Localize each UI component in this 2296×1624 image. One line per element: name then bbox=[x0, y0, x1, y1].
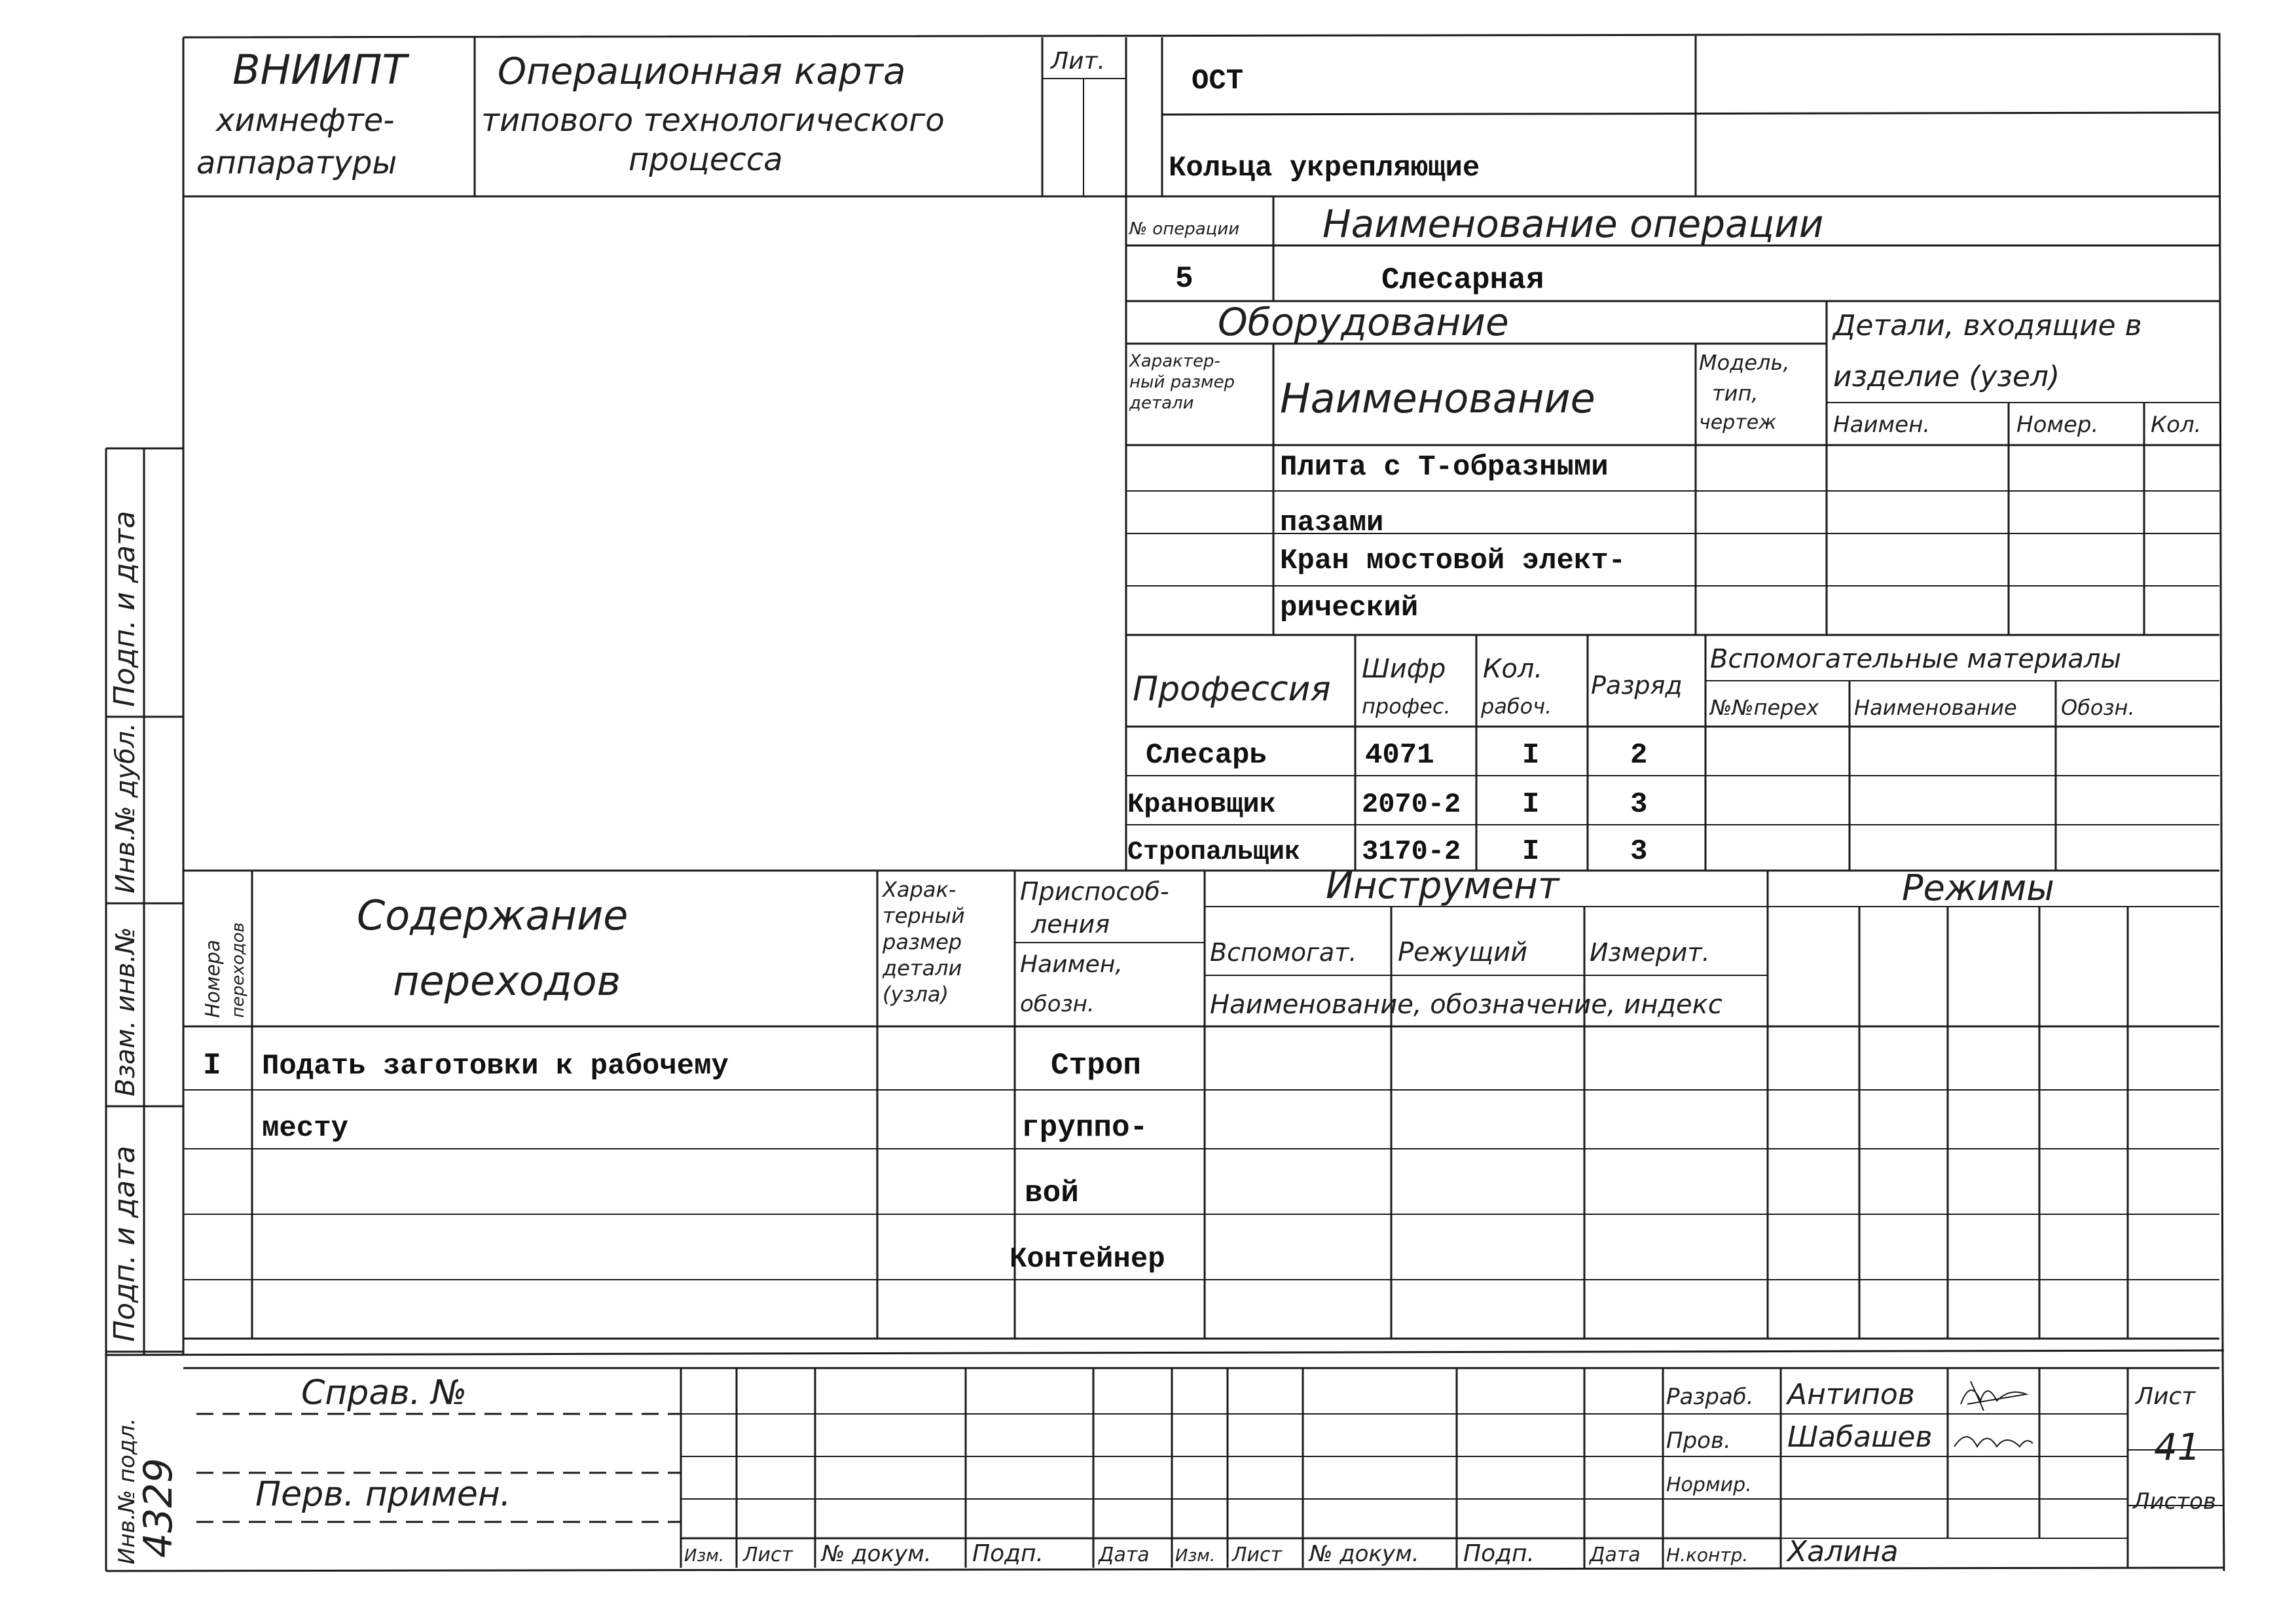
transition-row-4-fixture: Контейнер bbox=[1010, 1243, 1165, 1276]
equipment-col-model-l2: тип, bbox=[1712, 381, 1758, 406]
equipment-row-2-line1: Кран мостовой элект- bbox=[1280, 545, 1626, 577]
worker-row-1-profession: Слесарь bbox=[1146, 739, 1267, 772]
transition-row-3-fixture: вой bbox=[1025, 1176, 1079, 1210]
tools-col-cutting: Режущий bbox=[1398, 937, 1528, 967]
sprav-label: Справ. № bbox=[301, 1373, 467, 1413]
nkontr-name: Халина bbox=[1787, 1535, 1899, 1568]
org-line1: ВНИИПТ bbox=[232, 46, 407, 94]
strip-inv-dubl: Инв.№ дубл. bbox=[111, 723, 141, 893]
tools-title: Инструмент bbox=[1326, 865, 1559, 907]
col-izm: Изм. bbox=[684, 1546, 725, 1566]
nkontr-label: Н.контр. bbox=[1666, 1544, 1749, 1566]
part-name: Кольца укрепляющие bbox=[1169, 152, 1480, 185]
transition-row-1-fixture: Строп bbox=[1051, 1049, 1142, 1083]
aux-materials-title: Вспомогательные материалы bbox=[1710, 644, 2121, 674]
tools-col-measuring: Измерит. bbox=[1590, 938, 1710, 967]
workers-table bbox=[1127, 654, 1683, 868]
sheets-label: Листов bbox=[2133, 1489, 2217, 1515]
col-data: Дата bbox=[1099, 1543, 1150, 1566]
transition-row-2-fixture: группо- bbox=[1021, 1111, 1148, 1145]
prov-label: Пров. bbox=[1666, 1428, 1731, 1454]
worker-row-3-count: I bbox=[1522, 835, 1540, 868]
signature-prov bbox=[1954, 1437, 2033, 1447]
col-dokum2: № докум. bbox=[1309, 1541, 1419, 1567]
transition-row-1-num: I bbox=[203, 1049, 221, 1083]
tools-col-aux: Вспомогат. bbox=[1210, 938, 1357, 967]
parts-col-qty: Кол. bbox=[2151, 412, 2202, 438]
workers-col-count-l1: Кол. bbox=[1483, 654, 1543, 684]
workers-col-count-l2: рабоч. bbox=[1481, 694, 1552, 719]
workers-col-profession: Профессия bbox=[1133, 670, 1331, 709]
worker-row-2-count: I bbox=[1522, 788, 1540, 821]
parts-in-assembly bbox=[1832, 309, 2201, 438]
transitions-col-fixtures-l1: Приспособ- bbox=[1020, 877, 1169, 906]
aux-materials bbox=[1709, 644, 2135, 720]
sheet-number: 41 bbox=[2154, 1426, 2201, 1469]
razrab-name: Антипов bbox=[1787, 1378, 1915, 1411]
modes-title: Режимы bbox=[1902, 867, 2054, 909]
transitions-col-fixtures-l4: обозн. bbox=[1020, 991, 1095, 1017]
worker-row-2-code: 2070-2 bbox=[1362, 789, 1461, 820]
operation-number: 5 bbox=[1175, 262, 1194, 296]
transitions-col-size-l2: терный bbox=[883, 903, 965, 928]
col-izm2: Изм. bbox=[1175, 1546, 1216, 1566]
workers-col-code-l1: Шифр bbox=[1362, 654, 1446, 684]
worker-row-2-grade: 3 bbox=[1630, 788, 1648, 821]
normir-label: Нормир. bbox=[1666, 1473, 1752, 1496]
equipment-col-model-l1: Модель, bbox=[1699, 350, 1790, 375]
prov-name: Шабашев bbox=[1787, 1420, 1933, 1454]
parts-title-l1: Детали, входящие в bbox=[1833, 309, 2142, 342]
strip-vzam-inv: Взам. инв.№ bbox=[111, 927, 141, 1096]
transitions-col-size-l1: Харак- bbox=[883, 877, 957, 902]
workers-col-grade: Разряд bbox=[1591, 671, 1683, 700]
col-podp: Подп. bbox=[972, 1540, 1044, 1567]
aux-col-name: Наименование bbox=[1854, 695, 2017, 720]
transitions-col-fixtures-l3: Наимен, bbox=[1020, 951, 1123, 978]
col-data2: Дата bbox=[1590, 1543, 1641, 1566]
transitions-col-size-l3: размер bbox=[883, 929, 962, 954]
worker-row-3-code: 3170-2 bbox=[1362, 836, 1461, 867]
org-line3: аппаратуры bbox=[196, 145, 397, 181]
parts-title-l2: изделие (узел) bbox=[1833, 360, 2060, 393]
col-list: Лист bbox=[743, 1543, 793, 1566]
transitions-col-content-l2: переходов bbox=[393, 957, 621, 1005]
transitions-col-num-l1: Номера bbox=[202, 939, 225, 1018]
title-line1: Операционная карта bbox=[498, 50, 906, 93]
perv-primen-label: Перв. примен. bbox=[255, 1475, 511, 1514]
sheet-label: Лист bbox=[2136, 1383, 2196, 1410]
aux-col-designation: Обозн. bbox=[2061, 695, 2135, 720]
strip-podp-data-1: Подп. и дата bbox=[108, 511, 141, 707]
equipment-table bbox=[1128, 300, 1789, 624]
operation-number-label: № операции bbox=[1129, 219, 1240, 239]
operation-name-label: Наименование операции bbox=[1322, 202, 1824, 246]
razrab-label: Разраб. bbox=[1666, 1384, 1754, 1410]
worker-row-1-grade: 2 bbox=[1630, 739, 1648, 772]
equipment-col-size-l3: детали bbox=[1129, 393, 1194, 413]
title-line3: процесса bbox=[629, 141, 783, 178]
equipment-row-1-line1: Плита с Т-образными bbox=[1280, 451, 1609, 484]
operation-section bbox=[1128, 202, 1823, 297]
equipment-row-1-line2: пазами bbox=[1280, 507, 1384, 539]
standard-code: ОСТ bbox=[1192, 65, 1244, 98]
parts-col-number: Номер. bbox=[2016, 412, 2099, 438]
transition-row-2-content: месту bbox=[262, 1112, 349, 1145]
equipment-col-name: Наименование bbox=[1280, 374, 1595, 422]
col-dokum: № докум. bbox=[822, 1541, 932, 1567]
tools-sub-label: Наименование, обозначение, индекс bbox=[1210, 990, 1722, 1020]
workers-col-code-l2: профес. bbox=[1362, 694, 1451, 719]
transitions-col-num-l2: переходов bbox=[228, 922, 248, 1018]
equipment-col-size-l1: Характер- bbox=[1129, 352, 1220, 371]
worker-row-1-count: I bbox=[1522, 739, 1540, 772]
org-line2: химнефте- bbox=[216, 102, 395, 139]
lit-label: Лит. bbox=[1051, 48, 1105, 75]
equipment-row-2-line2: рический bbox=[1280, 592, 1419, 624]
worker-row-3-profession: Стропальщик bbox=[1127, 838, 1301, 867]
operation-name: Слесарная bbox=[1381, 263, 1544, 297]
aux-col-number: №№перех bbox=[1710, 695, 1819, 720]
worker-row-2-profession: Крановщик bbox=[1127, 789, 1276, 820]
transition-row-1-content: Подать заготовки к рабочему bbox=[262, 1050, 729, 1083]
transitions-col-size-l4: детали bbox=[883, 956, 962, 981]
worker-row-1-code: 4071 bbox=[1365, 739, 1434, 772]
title-line2: типового технологического bbox=[481, 102, 945, 139]
equipment-col-model-l3: чертеж bbox=[1699, 411, 1777, 434]
transitions-col-size-l5: (узла) bbox=[883, 982, 949, 1007]
transitions-col-content-l1: Содержание bbox=[357, 892, 629, 939]
col-podp2: Подп. bbox=[1463, 1540, 1535, 1567]
strip-inv-number: 4329 bbox=[136, 1458, 181, 1558]
worker-row-3-grade: 3 bbox=[1630, 835, 1648, 868]
parts-col-name: Наимен. bbox=[1833, 412, 1931, 438]
equipment-title: Оборудование bbox=[1218, 300, 1509, 344]
col-list2: Лист bbox=[1232, 1543, 1283, 1566]
signature-razrab bbox=[1961, 1381, 2026, 1411]
equipment-col-size-l2: ный размер bbox=[1129, 372, 1235, 392]
strip-podp-data-2: Подп. и дата bbox=[108, 1146, 141, 1342]
transitions-col-fixtures-l2: ления bbox=[1031, 910, 1110, 939]
strip-inv-podl: Инв.№ подл. bbox=[114, 1418, 140, 1564]
